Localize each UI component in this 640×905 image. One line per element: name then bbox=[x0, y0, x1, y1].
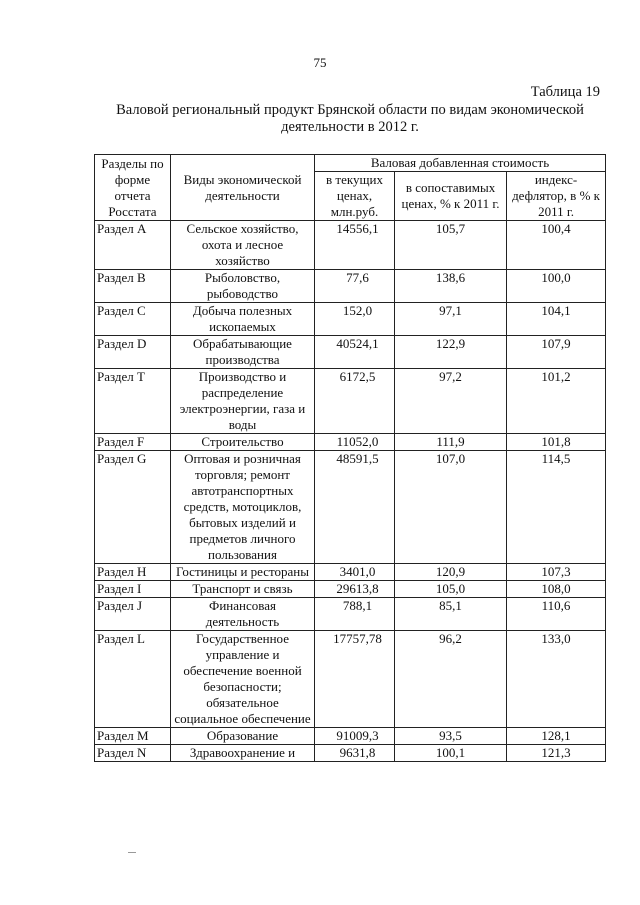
comparable-prices-cell: 96,2 bbox=[395, 631, 507, 728]
document-title-line-1: Валовой региональный продукт Брянской области по видам экономической bbox=[116, 102, 584, 118]
current-prices-cell: 40524,1 bbox=[315, 336, 395, 369]
deflator-cell: 121,3 bbox=[507, 745, 606, 762]
section-cell: Раздел Н bbox=[95, 564, 171, 581]
comparable-prices-cell: 93,5 bbox=[395, 728, 507, 745]
current-prices-cell: 48591,5 bbox=[315, 451, 395, 564]
current-prices-cell: 152,0 bbox=[315, 303, 395, 336]
table-header-row-1 bbox=[95, 155, 606, 172]
table-row bbox=[95, 221, 606, 270]
table-row bbox=[95, 451, 606, 564]
header-deflator: индекс-дефлятор, в % к 2011 г. bbox=[507, 172, 606, 221]
header-gva: Валовая добавленная стоимость bbox=[315, 155, 606, 172]
table-row bbox=[95, 598, 606, 631]
activity-cell: Производство и распределение электроэнергии, газа и воды bbox=[171, 369, 315, 434]
section-cell: Раздел А bbox=[95, 221, 171, 270]
scan-mark bbox=[128, 852, 136, 853]
activity-cell: Финансовая деятельность bbox=[171, 598, 315, 631]
page-number: 75 bbox=[313, 55, 327, 70]
table-row bbox=[95, 564, 606, 581]
header-comparable-prices: в сопоставимых ценах, % к 2011 г. bbox=[395, 172, 507, 221]
section-cell: Раздел N bbox=[95, 745, 171, 762]
activity-cell: Строительство bbox=[171, 434, 315, 451]
activity-cell: Здравоохранение и bbox=[171, 745, 315, 762]
comparable-prices-cell: 138,6 bbox=[395, 270, 507, 303]
header-current-prices: в текущих ценах, млн.руб. bbox=[315, 172, 395, 221]
header-section: Разделы по форме отчета Росстата bbox=[95, 155, 171, 221]
table-row bbox=[95, 336, 606, 369]
section-cell: Раздел С bbox=[95, 303, 171, 336]
table-row bbox=[95, 270, 606, 303]
activity-cell: Добыча полезных ископаемых bbox=[171, 303, 315, 336]
deflator-cell: 110,6 bbox=[507, 598, 606, 631]
comparable-prices-cell: 105,7 bbox=[395, 221, 507, 270]
activity-cell: Гостиницы и рестораны bbox=[171, 564, 315, 581]
section-cell: Раздел F bbox=[95, 434, 171, 451]
current-prices-cell: 91009,3 bbox=[315, 728, 395, 745]
table-row bbox=[95, 631, 606, 728]
table-row bbox=[95, 745, 606, 762]
comparable-prices-cell: 97,2 bbox=[395, 369, 507, 434]
current-prices-cell: 3401,0 bbox=[315, 564, 395, 581]
table-body bbox=[95, 221, 606, 762]
deflator-cell: 100,4 bbox=[507, 221, 606, 270]
deflator-cell: 101,2 bbox=[507, 369, 606, 434]
activity-cell: Сельское хозяйство, охота и лесное хозяйство bbox=[171, 221, 315, 270]
current-prices-cell: 11052,0 bbox=[315, 434, 395, 451]
current-prices-cell: 17757,78 bbox=[315, 631, 395, 728]
section-cell: Раздел J bbox=[95, 598, 171, 631]
deflator-cell: 107,9 bbox=[507, 336, 606, 369]
deflator-cell: 100,0 bbox=[507, 270, 606, 303]
section-cell: Раздел М bbox=[95, 728, 171, 745]
activity-cell: Государственное управление и обеспечение военной безопасности; обязательное социальное обеспечение bbox=[171, 631, 315, 728]
section-cell: Раздел D bbox=[95, 336, 171, 369]
comparable-prices-cell: 105,0 bbox=[395, 581, 507, 598]
section-cell: Раздел Т bbox=[95, 369, 171, 434]
current-prices-cell: 788,1 bbox=[315, 598, 395, 631]
comparable-prices-cell: 107,0 bbox=[395, 451, 507, 564]
activity-cell: Оптовая и розничная торговля; ремонт автотранспортных средств, мотоциклов, бытовых изделий и предметов личного пользования bbox=[171, 451, 315, 564]
table-row bbox=[95, 581, 606, 598]
activity-cell: Рыболовство, рыбоводство bbox=[171, 270, 315, 303]
comparable-prices-cell: 122,9 bbox=[395, 336, 507, 369]
document-title bbox=[100, 102, 600, 136]
deflator-cell: 101,8 bbox=[507, 434, 606, 451]
section-cell: Раздел L bbox=[95, 631, 171, 728]
table-row bbox=[95, 369, 606, 434]
deflator-cell: 107,3 bbox=[507, 564, 606, 581]
activity-cell: Обрабатывающие производства bbox=[171, 336, 315, 369]
current-prices-cell: 14556,1 bbox=[315, 221, 395, 270]
table-row bbox=[95, 434, 606, 451]
comparable-prices-cell: 120,9 bbox=[395, 564, 507, 581]
section-cell: Раздел I bbox=[95, 581, 171, 598]
activity-cell: Транспорт и связь bbox=[171, 581, 315, 598]
deflator-cell: 133,0 bbox=[507, 631, 606, 728]
deflator-cell: 114,5 bbox=[507, 451, 606, 564]
deflator-cell: 128,1 bbox=[507, 728, 606, 745]
table-label: Таблица 19 bbox=[530, 84, 600, 100]
section-cell: Раздел В bbox=[95, 270, 171, 303]
table-row bbox=[95, 728, 606, 745]
section-cell: Раздел G bbox=[95, 451, 171, 564]
deflator-cell: 104,1 bbox=[507, 303, 606, 336]
comparable-prices-cell: 100,1 bbox=[395, 745, 507, 762]
current-prices-cell: 6172,5 bbox=[315, 369, 395, 434]
current-prices-cell: 77,6 bbox=[315, 270, 395, 303]
table-row bbox=[95, 303, 606, 336]
deflator-cell: 108,0 bbox=[507, 581, 606, 598]
header-activity: Виды экономической деятельности bbox=[171, 155, 315, 221]
comparable-prices-cell: 85,1 bbox=[395, 598, 507, 631]
gva-table bbox=[94, 154, 606, 762]
current-prices-cell: 9631,8 bbox=[315, 745, 395, 762]
activity-cell: Образование bbox=[171, 728, 315, 745]
document-title-line-2: деятельности в 2012 г. bbox=[281, 119, 419, 135]
comparable-prices-cell: 97,1 bbox=[395, 303, 507, 336]
comparable-prices-cell: 111,9 bbox=[395, 434, 507, 451]
current-prices-cell: 29613,8 bbox=[315, 581, 395, 598]
